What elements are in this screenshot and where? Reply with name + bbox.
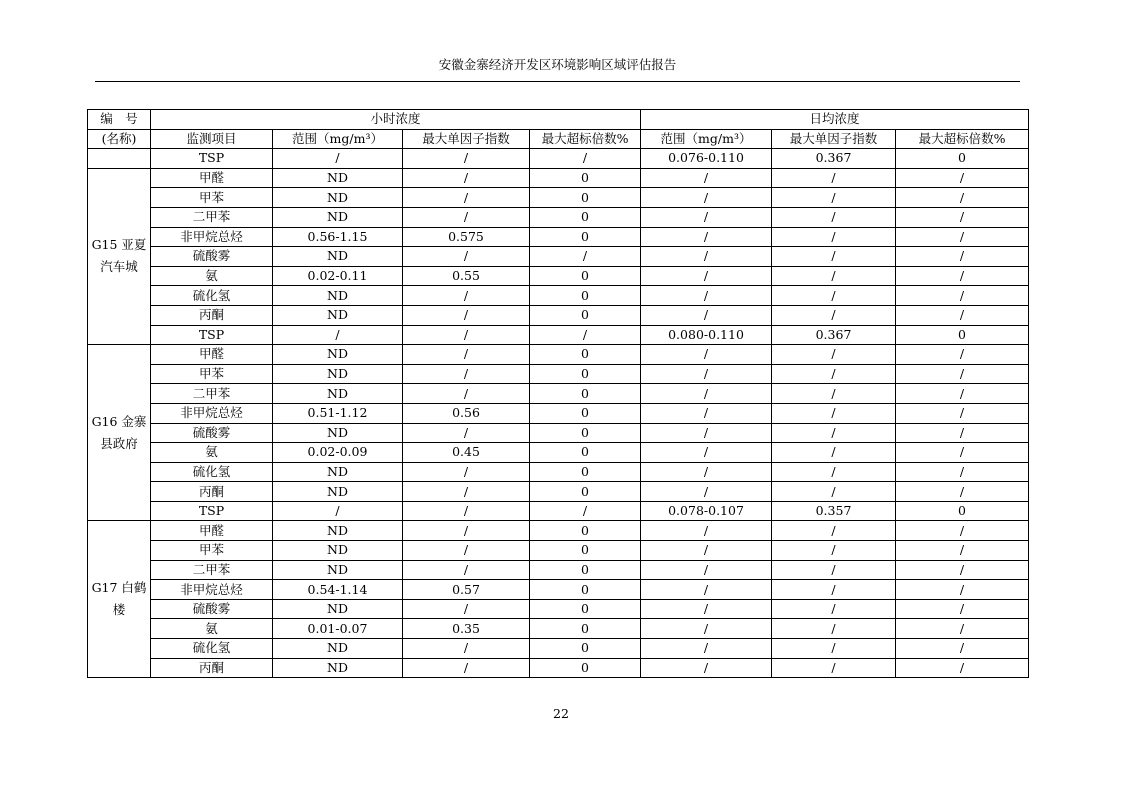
cell-item: 二甲苯 (151, 207, 273, 227)
cell-daily-range: / (641, 247, 772, 267)
cell-daily-index: / (772, 305, 896, 325)
cell-hourly-index: / (403, 560, 530, 580)
cell-daily-index: / (772, 403, 896, 423)
cell-daily-exceed: / (896, 658, 1029, 678)
cell-daily-exceed: / (896, 639, 1029, 659)
cell-daily-range: / (641, 599, 772, 619)
cell-daily-range: 0.076-0.110 (641, 149, 772, 169)
cell-item: 二甲苯 (151, 560, 273, 580)
cell-daily-index: / (772, 188, 896, 208)
cell-daily-range: / (641, 188, 772, 208)
cell-hourly-index: / (403, 364, 530, 384)
cell-item: 硫化氢 (151, 639, 273, 659)
cell-item: TSP (151, 501, 273, 521)
cell-item: TSP (151, 325, 273, 345)
cell-hourly-exceed: 0 (530, 266, 641, 286)
cell-item: 氨 (151, 619, 273, 639)
table-row (88, 639, 1029, 659)
header-rule (95, 81, 1020, 82)
cell-hourly-range: 0.02-0.11 (273, 266, 403, 286)
cell-hourly-exceed: 0 (530, 658, 641, 678)
table-row (88, 501, 1029, 521)
cell-site-continued (88, 149, 151, 169)
cell-daily-range: / (641, 345, 772, 365)
table-row (88, 266, 1029, 286)
cell-daily-index: / (772, 364, 896, 384)
cell-hourly-range: ND (273, 541, 403, 561)
header-hourly-exceed: 最大超标倍数% (530, 129, 641, 149)
table-row (88, 462, 1029, 482)
cell-hourly-exceed: 0 (530, 541, 641, 561)
cell-item: 甲醛 (151, 345, 273, 365)
cell-site: G16 金寨县政府 (88, 345, 151, 521)
cell-item: TSP (151, 149, 273, 169)
cell-daily-exceed: / (896, 482, 1029, 502)
cell-daily-exceed: 0 (896, 149, 1029, 169)
cell-daily-range: / (641, 580, 772, 600)
header-hourly-range: 范围（mg/m³） (273, 129, 403, 149)
cell-hourly-index: / (403, 247, 530, 267)
table-row (88, 521, 1029, 541)
table-row (88, 305, 1029, 325)
table-row (88, 247, 1029, 267)
page-header-title: 安徽金寨经济开发区环境影响区域评估报告 (438, 57, 677, 72)
cell-item: 甲苯 (151, 188, 273, 208)
cell-daily-exceed: / (896, 580, 1029, 600)
table-row (88, 286, 1029, 306)
cell-hourly-index: / (403, 188, 530, 208)
cell-daily-exceed: / (896, 207, 1029, 227)
cell-hourly-index: 0.55 (403, 266, 530, 286)
table-body (88, 110, 1029, 678)
cell-daily-index: / (772, 227, 896, 247)
cell-daily-exceed: / (896, 384, 1029, 404)
cell-daily-exceed: / (896, 619, 1029, 639)
cell-daily-index: 0.357 (772, 501, 896, 521)
cell-daily-exceed: / (896, 345, 1029, 365)
cell-item: 丙酮 (151, 482, 273, 502)
cell-daily-exceed: / (896, 462, 1029, 482)
cell-daily-range: / (641, 286, 772, 306)
cell-site: G17 白鹤楼 (88, 521, 151, 678)
cell-item: 甲醛 (151, 521, 273, 541)
cell-hourly-range: ND (273, 560, 403, 580)
cell-hourly-index: 0.45 (403, 443, 530, 463)
cell-daily-exceed: / (896, 286, 1029, 306)
header-row-2 (88, 129, 1029, 149)
cell-hourly-range: / (273, 501, 403, 521)
cell-hourly-exceed: 0 (530, 482, 641, 502)
cell-daily-range: / (641, 384, 772, 404)
cell-hourly-exceed: 0 (530, 188, 641, 208)
cell-daily-exceed: / (896, 305, 1029, 325)
cell-daily-index: / (772, 541, 896, 561)
cell-hourly-exceed: 0 (530, 443, 641, 463)
table-row (88, 423, 1029, 443)
cell-daily-index: / (772, 384, 896, 404)
cell-daily-range: / (641, 403, 772, 423)
cell-daily-range: / (641, 639, 772, 659)
cell-daily-exceed: / (896, 541, 1029, 561)
table-row (88, 443, 1029, 463)
table-row (88, 403, 1029, 423)
cell-hourly-range: ND (273, 521, 403, 541)
cell-item: 硫酸雾 (151, 599, 273, 619)
cell-daily-index: / (772, 462, 896, 482)
cell-hourly-exceed: / (530, 247, 641, 267)
cell-hourly-range: / (273, 325, 403, 345)
cell-item: 甲醛 (151, 168, 273, 188)
cell-hourly-range: 0.51-1.12 (273, 403, 403, 423)
cell-hourly-index: / (403, 207, 530, 227)
cell-hourly-index: 0.56 (403, 403, 530, 423)
cell-hourly-exceed: / (530, 149, 641, 169)
table-row (88, 599, 1029, 619)
cell-hourly-exceed: 0 (530, 345, 641, 365)
cell-daily-index: 0.367 (772, 325, 896, 345)
cell-hourly-exceed: 0 (530, 560, 641, 580)
cell-daily-range: / (641, 364, 772, 384)
cell-hourly-index: / (403, 599, 530, 619)
cell-daily-range: 0.078-0.107 (641, 501, 772, 521)
table-row (88, 658, 1029, 678)
cell-daily-range: / (641, 305, 772, 325)
header-id-top: 编 号 (88, 110, 151, 130)
cell-hourly-index: / (403, 658, 530, 678)
cell-hourly-index: / (403, 501, 530, 521)
cell-daily-index: 0.367 (772, 149, 896, 169)
cell-hourly-range: 0.02-0.09 (273, 443, 403, 463)
cell-hourly-exceed: 0 (530, 619, 641, 639)
cell-hourly-index: / (403, 384, 530, 404)
cell-item: 硫酸雾 (151, 423, 273, 443)
monitoring-table (87, 109, 1029, 678)
cell-hourly-exceed: 0 (530, 227, 641, 247)
header-row-1 (88, 110, 1029, 130)
cell-daily-range: / (641, 560, 772, 580)
cell-daily-index: / (772, 168, 896, 188)
cell-daily-index: / (772, 443, 896, 463)
cell-daily-exceed: / (896, 423, 1029, 443)
cell-site: G15 亚夏汽车城 (88, 168, 151, 344)
cell-hourly-index: / (403, 639, 530, 659)
cell-item: 硫酸雾 (151, 247, 273, 267)
cell-hourly-index: / (403, 462, 530, 482)
table-row (88, 580, 1029, 600)
cell-hourly-range: ND (273, 639, 403, 659)
cell-item: 二甲苯 (151, 384, 273, 404)
cell-hourly-index: 0.35 (403, 619, 530, 639)
cell-hourly-range: / (273, 149, 403, 169)
cell-item: 非甲烷总烃 (151, 227, 273, 247)
cell-hourly-index: / (403, 305, 530, 325)
cell-daily-index: / (772, 482, 896, 502)
header-daily-range: 范围（mg/m³） (641, 129, 772, 149)
cell-item: 硫化氢 (151, 286, 273, 306)
cell-daily-index: / (772, 207, 896, 227)
cell-hourly-index: / (403, 149, 530, 169)
header-item: 监测项目 (151, 129, 273, 149)
cell-daily-exceed: / (896, 247, 1029, 267)
cell-daily-exceed: / (896, 168, 1029, 188)
table-row (88, 541, 1029, 561)
cell-hourly-exceed: 0 (530, 462, 641, 482)
cell-hourly-exceed: / (530, 501, 641, 521)
cell-hourly-exceed: 0 (530, 305, 641, 325)
cell-daily-index: / (772, 599, 896, 619)
cell-daily-range: / (641, 207, 772, 227)
cell-daily-index: / (772, 619, 896, 639)
table-row (88, 619, 1029, 639)
cell-hourly-exceed: 0 (530, 364, 641, 384)
cell-daily-index: / (772, 423, 896, 443)
cell-hourly-index: / (403, 168, 530, 188)
cell-hourly-range: ND (273, 188, 403, 208)
header-daily: 日均浓度 (641, 110, 1029, 130)
page-number: 22 (553, 706, 569, 721)
cell-daily-exceed: / (896, 364, 1029, 384)
cell-hourly-exceed: / (530, 325, 641, 345)
cell-hourly-range: ND (273, 305, 403, 325)
cell-hourly-exceed: 0 (530, 521, 641, 541)
cell-daily-exceed: / (896, 227, 1029, 247)
cell-hourly-range: 0.56-1.15 (273, 227, 403, 247)
cell-hourly-exceed: 0 (530, 423, 641, 443)
table-row (88, 207, 1029, 227)
cell-hourly-exceed: 0 (530, 580, 641, 600)
cell-daily-range: / (641, 227, 772, 247)
cell-daily-exceed: / (896, 521, 1029, 541)
cell-hourly-index: / (403, 482, 530, 502)
cell-hourly-range: ND (273, 364, 403, 384)
cell-daily-index: / (772, 580, 896, 600)
cell-daily-range: / (641, 443, 772, 463)
cell-daily-range: 0.080-0.110 (641, 325, 772, 345)
cell-daily-exceed: 0 (896, 325, 1029, 345)
cell-daily-range: / (641, 658, 772, 678)
cell-hourly-range: 0.01-0.07 (273, 619, 403, 639)
cell-daily-range: / (641, 521, 772, 541)
cell-hourly-exceed: 0 (530, 286, 641, 306)
table-row (88, 560, 1029, 580)
cell-item: 甲苯 (151, 364, 273, 384)
cell-hourly-exceed: 0 (530, 403, 641, 423)
cell-daily-exceed: / (896, 403, 1029, 423)
cell-daily-index: / (772, 286, 896, 306)
cell-hourly-range: ND (273, 247, 403, 267)
cell-hourly-index: / (403, 521, 530, 541)
cell-hourly-exceed: 0 (530, 168, 641, 188)
table-row (88, 227, 1029, 247)
cell-hourly-range: ND (273, 462, 403, 482)
cell-hourly-range: 0.54-1.14 (273, 580, 403, 600)
cell-hourly-range: ND (273, 423, 403, 443)
cell-hourly-index: / (403, 325, 530, 345)
cell-item: 非甲烷总烃 (151, 580, 273, 600)
header-hourly: 小时浓度 (151, 110, 641, 130)
cell-hourly-index: 0.575 (403, 227, 530, 247)
cell-daily-index: / (772, 639, 896, 659)
cell-daily-range: / (641, 168, 772, 188)
table-row (88, 188, 1029, 208)
cell-item: 氨 (151, 443, 273, 463)
cell-hourly-index: / (403, 345, 530, 365)
table-row (88, 149, 1029, 169)
table-row (88, 364, 1029, 384)
cell-item: 硫化氢 (151, 462, 273, 482)
cell-daily-index: / (772, 521, 896, 541)
cell-daily-exceed: / (896, 266, 1029, 286)
table-row (88, 325, 1029, 345)
table-row (88, 482, 1029, 502)
cell-hourly-exceed: 0 (530, 639, 641, 659)
cell-item: 丙酮 (151, 658, 273, 678)
cell-daily-range: / (641, 619, 772, 639)
cell-hourly-range: ND (273, 384, 403, 404)
cell-hourly-range: ND (273, 599, 403, 619)
header-hourly-index: 最大单因子指数 (403, 129, 530, 149)
cell-daily-index: / (772, 345, 896, 365)
cell-hourly-index: / (403, 423, 530, 443)
cell-daily-index: / (772, 266, 896, 286)
cell-item: 氨 (151, 266, 273, 286)
header-daily-index: 最大单因子指数 (772, 129, 896, 149)
cell-daily-exceed: / (896, 443, 1029, 463)
cell-hourly-range: ND (273, 168, 403, 188)
cell-hourly-range: ND (273, 207, 403, 227)
cell-hourly-range: ND (273, 286, 403, 306)
cell-hourly-index: / (403, 286, 530, 306)
cell-hourly-exceed: 0 (530, 599, 641, 619)
cell-hourly-exceed: 0 (530, 384, 641, 404)
cell-hourly-range: ND (273, 345, 403, 365)
table-row (88, 168, 1029, 188)
header-daily-exceed: 最大超标倍数% (896, 129, 1029, 149)
cell-item: 非甲烷总烃 (151, 403, 273, 423)
cell-hourly-range: ND (273, 658, 403, 678)
cell-daily-exceed: / (896, 188, 1029, 208)
cell-daily-exceed: / (896, 599, 1029, 619)
cell-daily-range: / (641, 462, 772, 482)
cell-item: 丙酮 (151, 305, 273, 325)
cell-daily-range: / (641, 423, 772, 443)
table-row (88, 345, 1029, 365)
cell-hourly-range: ND (273, 482, 403, 502)
cell-daily-index: / (772, 247, 896, 267)
table-row (88, 384, 1029, 404)
cell-item: 甲苯 (151, 541, 273, 561)
cell-daily-exceed: / (896, 560, 1029, 580)
cell-daily-index: / (772, 658, 896, 678)
cell-daily-index: / (772, 560, 896, 580)
cell-hourly-exceed: 0 (530, 207, 641, 227)
cell-daily-range: / (641, 541, 772, 561)
cell-daily-range: / (641, 266, 772, 286)
header-id-bottom: (名称) (88, 129, 151, 149)
cell-daily-range: / (641, 482, 772, 502)
cell-hourly-index: / (403, 541, 530, 561)
cell-daily-exceed: 0 (896, 501, 1029, 521)
cell-hourly-index: 0.57 (403, 580, 530, 600)
